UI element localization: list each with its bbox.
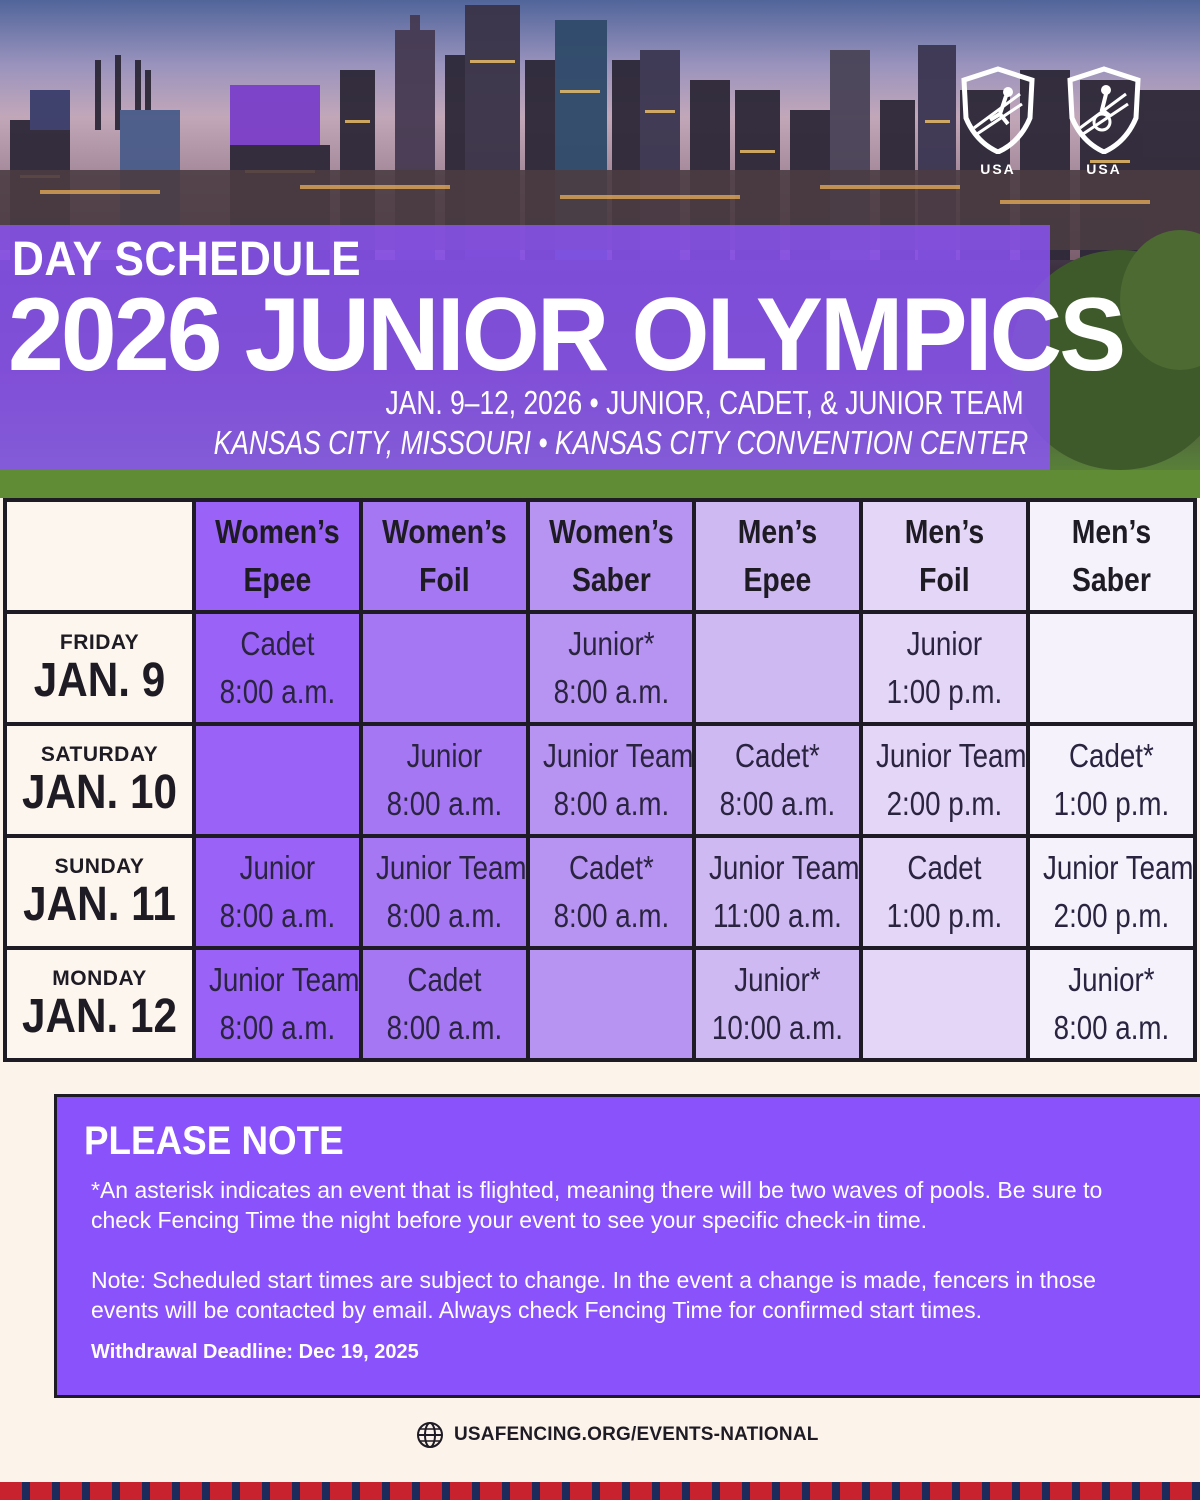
schedule-table: [3, 498, 1197, 1062]
event-cell: [694, 612, 861, 724]
event-cell: Junior Team 2:00 p.m.: [1028, 836, 1195, 948]
table-row: [5, 724, 1195, 836]
event-cell: [194, 724, 361, 836]
note-schedule-text: Note: Scheduled start times are subject to change. In the event a change is made, fencers in those events will be contacted by email. Always check Fencing Time for confirmed start times.: [91, 1267, 1096, 1323]
header-mens-epee: Men’s Epee: [694, 500, 861, 612]
event-cell: Junior 8:00 a.m.: [361, 724, 528, 836]
day-label: MONDAY JAN. 12: [5, 948, 194, 1060]
header-mens-foil: Men’s Foil: [861, 500, 1028, 612]
event-cell: Junior Team 8:00 a.m.: [528, 724, 695, 836]
flag-stripe-border: [0, 1482, 1200, 1500]
globe-icon: [416, 1421, 444, 1449]
fencer-shield-icon: [960, 66, 1036, 154]
table-header-row: [5, 500, 1195, 612]
event-cell: [528, 948, 695, 1060]
day-label: FRIDAY JAN. 9: [5, 612, 194, 724]
note-asterisk-text: *An asterisk indicates an event that is flighted, meaning there will be two waves of pools. Be sure to check Fencing Time the night before your event to see your specific check-in time.: [91, 1177, 1103, 1233]
day-label: SUNDAY JAN. 11: [5, 836, 194, 948]
event-cell: Junior Team 8:00 a.m.: [194, 948, 361, 1060]
page-title: 2026 JUNIOR OLYMPICS: [8, 277, 1124, 393]
event-cell: Cadet* 8:00 a.m.: [694, 724, 861, 836]
header-mens-saber: Men’s Saber: [1028, 500, 1195, 612]
event-cell: Cadet 8:00 a.m.: [361, 948, 528, 1060]
website-link[interactable]: [416, 1420, 819, 1450]
usa-parafencing-logo: USA: [1066, 66, 1142, 176]
event-cell: Cadet 1:00 p.m.: [861, 836, 1028, 948]
page-kicker: DAY SCHEDULE: [12, 233, 362, 286]
event-cell: Junior Team 2:00 p.m.: [861, 724, 1028, 836]
event-cell: Cadet* 8:00 a.m.: [528, 836, 695, 948]
event-cell: Junior* 8:00 a.m.: [1028, 948, 1195, 1060]
event-cell: Junior Team 11:00 a.m.: [694, 836, 861, 948]
usa-fencing-logo: USA: [960, 66, 1036, 176]
header-womens-saber: Women’s Saber: [528, 500, 695, 612]
event-cell: Junior* 10:00 a.m.: [694, 948, 861, 1060]
table-row: [5, 612, 1195, 724]
event-dates: JAN. 9–12, 2026 • JUNIOR, CADET, & JUNIOR TEAM: [385, 384, 1024, 421]
parafencer-shield-icon: [1066, 66, 1142, 154]
event-venue: KANSAS CITY, MISSOURI • KANSAS CITY CONVENTION CENTER: [213, 424, 1028, 461]
header-womens-foil: Women’s Foil: [361, 500, 528, 612]
withdrawal-deadline: Withdrawal Deadline: Dec 19, 2025: [91, 1341, 419, 1363]
note-title: PLEASE NOTE: [84, 1119, 344, 1163]
event-cell: Junior 8:00 a.m.: [194, 836, 361, 948]
event-cell: [861, 948, 1028, 1060]
header-corner: [5, 500, 194, 612]
hero-banner: [0, 0, 1200, 498]
event-cell: [1028, 612, 1195, 724]
table-row: [5, 948, 1195, 1060]
header-womens-epee: Women’s Epee: [194, 500, 361, 612]
event-cell: Cadet 8:00 a.m.: [194, 612, 361, 724]
day-label: SATURDAY JAN. 10: [5, 724, 194, 836]
please-note-box: [54, 1094, 1200, 1398]
event-cell: [361, 612, 528, 724]
table-row: [5, 836, 1195, 948]
event-cell: Junior* 8:00 a.m.: [528, 612, 695, 724]
event-cell: Cadet* 1:00 p.m.: [1028, 724, 1195, 836]
event-cell: Junior 1:00 p.m.: [861, 612, 1028, 724]
website-link-text[interactable]: USAFENCING.ORG/EVENTS-NATIONAL: [454, 1424, 819, 1445]
event-cell: Junior Team 8:00 a.m.: [361, 836, 528, 948]
